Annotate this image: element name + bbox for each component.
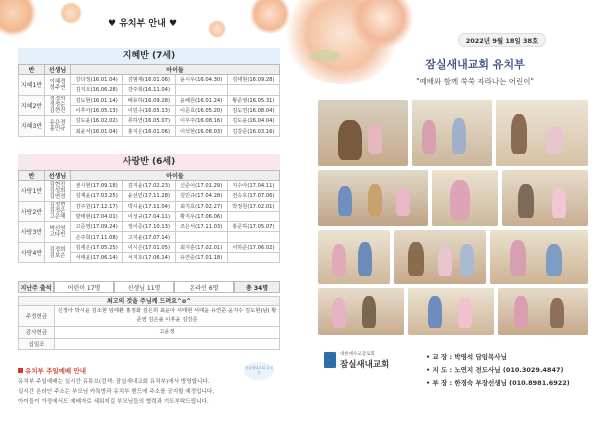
col-header-class: 반	[19, 171, 45, 181]
photo	[498, 288, 588, 335]
photo	[318, 100, 408, 166]
kid-name: 유연준(17.01.18)	[175, 253, 227, 263]
sarang-class-title: 사랑반 (6세)	[18, 154, 280, 170]
issue-date-badge: 2022년 9월 18일 38호	[458, 33, 546, 47]
notice-icon	[18, 368, 23, 373]
kid-name: 홍지은(16.01.06)	[123, 126, 175, 136]
kid-name: 강주희(16.11.04)	[123, 85, 175, 95]
table-row	[19, 75, 280, 85]
table-row	[19, 181, 280, 191]
contact-line: • 지 도 : 노연지 전도사님 (010.3029.4847)	[426, 366, 564, 374]
kid-name	[175, 232, 227, 242]
attendance-total: 총 34명	[234, 281, 280, 293]
class-name: 사랑2반	[19, 201, 45, 222]
kid-name: 김범재(16.01.06)	[123, 75, 175, 85]
kid-name: 서태윤(17.06.14)	[71, 253, 123, 263]
teacher-names: 정경의 정정순 김현진	[45, 95, 71, 116]
right-panel	[300, 0, 600, 424]
offering-row	[18, 339, 280, 350]
kid-name: 신준이(17.01.29)	[175, 181, 227, 191]
offering-row	[18, 327, 280, 339]
offering-label: 감사헌금	[19, 327, 55, 338]
col-header-kids: 아이들	[71, 65, 280, 75]
photo	[502, 170, 588, 226]
notice-title-text: 유치부 주일예배 안내	[25, 367, 87, 375]
notice-title	[18, 366, 86, 375]
photo	[412, 100, 492, 166]
kid-name: 윤시우(16.04.30)	[175, 75, 227, 85]
attendance-kids: 어린이 17명	[54, 281, 114, 293]
kid-name: 김민규(17.04.28)	[175, 191, 227, 201]
kid-name: 강주원(17.12.17)	[71, 201, 123, 211]
kid-name: 이후아(16.05.13)	[71, 105, 123, 115]
class-name: 사랑3반	[19, 222, 45, 243]
motto: "예배와 함께 쑥쑥 자라나는 어린이"	[416, 77, 534, 86]
attendance-online: 온라인 6명	[174, 281, 234, 293]
table-row	[19, 201, 280, 211]
flower-decoration	[208, 20, 226, 38]
kid-name: 김태현(16.09.28)	[227, 75, 279, 85]
kid-name: 김강준(16.03.16)	[227, 126, 279, 136]
kid-name: 홍준하(17.05.07)	[227, 222, 279, 232]
class-name: 사랑4반	[19, 242, 45, 263]
kid-name: 김도윤(16.04.04)	[227, 116, 279, 126]
kid-name	[227, 232, 279, 242]
notice-line: 실시간 온라인 주소는 부모님 카톡방과 유치부 밴드에 주소를 공지할 예정입니다.	[18, 389, 215, 395]
photo	[318, 288, 404, 335]
class-name: 지혜1반	[19, 75, 45, 96]
photo-collage	[318, 100, 588, 335]
notice-body	[18, 377, 280, 407]
jichi-class-title: 지혜반 (7세)	[18, 48, 280, 64]
jichi-roster-table	[18, 64, 280, 137]
kid-name: 고지윤(17.07.14)	[123, 232, 175, 242]
kid-name: 황준영(16.05.31)	[227, 95, 279, 105]
flower-decoration	[0, 0, 36, 36]
teacher-names: 김정현 김정은 고은해	[45, 201, 71, 222]
kid-name: 최지호(17.02.27)	[175, 201, 227, 211]
kid-name: 김도연(16.08.04)	[227, 105, 279, 115]
kid-name: 권시현(17.09.18)	[71, 181, 123, 191]
teacher-names: 김현진 김성희 김연경	[45, 181, 71, 202]
kid-name: 배유하(16.09.28)	[123, 95, 175, 105]
kid-name: 이시은(17.01.05)	[123, 242, 175, 252]
church-name: 잠실새내교회	[340, 360, 390, 370]
photo	[432, 170, 498, 226]
church-logo	[324, 350, 414, 374]
kid-name: 강다정(16.01.04)	[71, 75, 123, 85]
attendance-teachers: 선생님 11명	[114, 281, 174, 293]
offering-label: 십일조	[19, 339, 55, 349]
photo	[394, 230, 486, 284]
notice-line: 아이들이 가정에서도 예배자로 세워지길 부모님들의 협력과 기도부탁드립니다.	[18, 399, 209, 405]
table-row	[19, 222, 280, 232]
table-row	[19, 242, 280, 252]
kid-name: 이성규(17.04.11)	[123, 211, 175, 221]
kid-name: 류하연(16.05.07)	[123, 116, 175, 126]
contact-line: • 부 장 : 한경숙 부장선생님 (010.8981.6922)	[426, 379, 570, 387]
kid-name: 윤해원(16.01.24)	[175, 95, 227, 105]
photo	[496, 100, 588, 166]
teacher-names: 박신영 고다빈	[45, 222, 71, 243]
teacher-names: 김정희 김보은	[45, 242, 71, 263]
kid-name	[227, 253, 279, 263]
class-name: 지혜2반	[19, 95, 45, 116]
kid-name: 방태현(17.04.01)	[71, 211, 123, 221]
offering-table	[18, 296, 280, 350]
kid-name: 박시윤(17.11.04)	[123, 201, 175, 211]
col-header-teacher: 선생님	[45, 171, 71, 181]
teacher-names: 이혜경 정주연	[45, 75, 71, 96]
kid-name: 최지훈(17.02.01)	[175, 242, 227, 252]
photo	[490, 230, 588, 284]
photo	[408, 288, 494, 335]
photo	[318, 170, 428, 226]
church-title: 잠실새내교회 유치부	[425, 58, 525, 71]
col-header-teacher: 선생님	[45, 65, 71, 75]
kid-name: 윤선민(17.11.28)	[123, 191, 175, 201]
photo	[318, 230, 390, 284]
kid-name: 전승호(17.07.06)	[227, 191, 279, 201]
table-row	[19, 95, 280, 105]
kid-name: 서하준(17.06.02)	[227, 242, 279, 252]
kid-name: 서지호(17.06.14)	[123, 253, 175, 263]
kid-name: 이준호(16.05.20)	[175, 105, 227, 115]
kid-name: 김도윤(16.02.02)	[71, 116, 123, 126]
church-logo-small: 잠실새내교회 유치부	[244, 362, 274, 380]
col-header-class: 반	[19, 65, 45, 75]
kid-name: 이석현(16.08.03)	[175, 126, 227, 136]
kid-name: 조은서(17.11.03)	[175, 222, 227, 232]
offering-names: 고윤정	[159, 329, 175, 335]
sarang-roster-table	[18, 170, 280, 263]
notice-line: 유치부 주일예배는 실시간 유튜브(검색: 잠실새내교회 유치부)에서 방영합니다.	[18, 379, 210, 385]
offering-names: 신정아 박시윤 김소현 임태환 홍정화 김은희 최윤아 서태현 서태윤 유연준 윤지수 김도현(남) 황준영 김은솔 이후윤 김강준	[57, 308, 277, 323]
table-row	[19, 116, 280, 126]
kid-name: 이우주(16.08.16)	[175, 116, 227, 126]
church-denomination: 대한예수교장로회	[340, 352, 375, 357]
kid-name: 황지우(17.06.06)	[175, 211, 227, 221]
class-name: 사랑1반	[19, 181, 45, 202]
church-logo-icon	[324, 352, 336, 368]
col-header-kids: 아이들	[71, 171, 280, 181]
kid-name: 김도현(16.01.14)	[71, 95, 123, 105]
offering-title: 최고의 것을 주님께 드려요^o^	[18, 296, 280, 306]
attendance-label: 지난주 출석	[18, 281, 54, 293]
page-title: ♥ 유치부 안내 ♥	[108, 19, 178, 29]
flower-decoration	[60, 2, 82, 24]
contact-line: • 교 장 : 박영석 담임목사님	[426, 353, 507, 361]
kid-name: 김재윤(17.03.25)	[71, 191, 123, 201]
class-name: 지혜3반	[19, 116, 45, 137]
kid-name: 정이준(17.10.13)	[123, 222, 175, 232]
kid-name	[175, 85, 227, 95]
kid-name: 최윤서(16.01.04)	[71, 126, 123, 136]
kid-name: 손주희(17.11.08)	[71, 232, 123, 242]
kid-name: 고준영(17.09.24)	[71, 222, 123, 232]
offering-names	[55, 339, 279, 349]
kid-name: 지수아(17.04.11)	[227, 181, 279, 191]
kid-name: 김세은(17.05.25)	[71, 242, 123, 252]
kid-name	[227, 85, 279, 95]
attendance-row	[18, 281, 280, 293]
kid-name	[227, 211, 279, 221]
teacher-names: 유은경 홍민규	[45, 116, 71, 137]
kid-name: 이민수(16.05.13)	[123, 105, 175, 115]
offering-row	[18, 306, 280, 327]
kid-name: 박정원(17.02.01)	[227, 201, 279, 211]
kid-name: 김지오(16.06.28)	[71, 85, 123, 95]
kid-name: 김지윤(17.02.23)	[123, 181, 175, 191]
staff-contacts	[426, 351, 570, 390]
offering-label: 주정헌금	[19, 306, 55, 326]
